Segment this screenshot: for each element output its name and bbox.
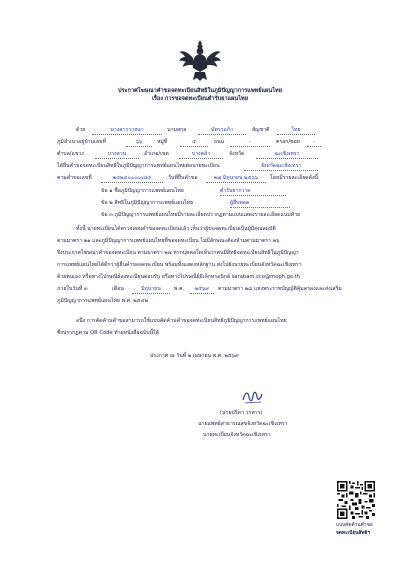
body-line-6-tail: ตามมาตรา ๒๘ แห่งพระราชบัญญัติคุ้มครองและส่งเสริม [218,286,342,292]
title-line-2: เรื่อง การขอจดทะเบียนตำรับยาแผนไทย [151,96,249,102]
item-2-label: ข้อ ๒ สิทธิในภูมิปัญญาการแพทย์แผนไทย [101,200,194,206]
soi-label: ตรอก/ซอย [276,139,300,145]
body-line-3: จึงประกาศโฆษณาคำขอจดทะเบียน ตามมาตรา ๒๗ หากบุคคลใดเห็นว่าตนมีสิทธิจดทะเบียนสิทธิในภูมิปัญญา [57,250,299,256]
deadline-prefix: ภายในวันที่ ๓ [57,286,88,292]
deadline-month: มิถุนายน [132,286,170,294]
title-line-1: ประกาศโฆษณาคำขอจดทะเบียนสิทธิในภูมิปัญญาการแพทย์แผนไทย [118,88,282,94]
surname-label: นามสกุล [167,127,187,133]
registrar-sentence: ได้ยื่นคำขอจดทะเบียนสิทธิในภูมิปัญญาการแพทย์แผนไทยต่อนายทะเบียน [57,163,220,169]
item-2-value: ผู้สืบทอด [230,200,290,208]
announce-date: ประกาศ ณ วันที่ ๒ เมษายน พ.ศ. ๒๕๖๙ [150,353,239,359]
house-number: ๖๖ [126,139,152,147]
qr-caption-1: แบบคัดค้านคำขอ [336,523,373,528]
body-line-7: ภูมิปัญญาการแพทย์แผนไทย พ.ศ. ๒๕๔๒ [57,298,148,304]
signer-position-2: นายทะเบียนจังหวัดฉะเชิงเทรา [203,432,271,438]
request-date: ๒๗ มิถุนายน ๒๕๖๖ [206,175,266,183]
district-value: บางคล้า [179,151,223,159]
request-date-label: วันที่ยื่นคำขอ [168,175,198,181]
nationality-value: ไทย [277,127,315,135]
province-label: จังหวัด [229,151,245,157]
applicant-prefix: ด้วย [76,127,86,133]
signer-position-1: นายแพทย์สาธารณสุขจังหวัดฉะเชิงเทรา [198,421,288,427]
moo-label: หมู่ที่ [157,139,168,145]
deadline-year: ๒๕๖๙ [190,286,214,294]
registrar-province: จังหวัดฉะเชิงเทรา [244,163,318,171]
objection-line-2: ซึ่งปรากฏตาม QR Code ท้ายหนังสือฉบับนี้ได้ [57,330,160,336]
body-line-1: ทั้งนี้ นายทะเบียนได้ตรวจสอบคำขอจดทะเบียนแล้ว เห็นว่าผู้ขอจดทะเบียนเป็นผู้มีคุณสมบัติ [76,226,276,232]
garuda-emblem-icon [178,38,222,82]
subdistrict-label: ตำบล/แขวง [57,151,84,157]
request-number: ๒๔๒๔๐๐๐๐๐๘๔ [101,175,163,183]
road-label: ถนน [214,139,225,145]
objection-line-1: อนึ่ง การคัดค้านคำขอสามารถใช้แบบคัดค้านคำขอจดทะเบียนสิทธิภูมิปัญญาการแพทย์แผนไทย [76,318,287,324]
body-line-2: ตามมาตรา ๒๑ และภูมิปัญญาการแพทย์แผนไทยที่ขอจดทะเบียน ไม่มีลักษณะต้องห้ามตามมาตรา ๒๖ [57,238,280,244]
address-label: ภูมิลำเนาอยู่บ้านเลขที่ [57,139,106,145]
item-1-value: ตำรับยากวาด [220,188,286,196]
objection-form-qr-code-icon[interactable] [337,481,375,519]
deadline-year-label: พ.ศ. [174,286,185,292]
request-number-label: ตามคำขอเลขที่ [57,175,92,181]
district-label: อำเภอ/เขต [144,151,169,157]
surname-value: มัตรวแก้ว [198,127,246,135]
subdistrict-value: บางสวน [95,151,139,159]
moo-value: ๕ [180,139,208,147]
details-follow: โดยมีรายละเอียดดังนี้ [270,175,319,181]
nationality-label: สัญชาติ [252,127,270,133]
signature-icon [240,388,266,406]
applicant-name: นางสาววาสนา [92,127,162,135]
body-line-5: ด้วยตนเอง หรือทางไปรษณีย์ลงทะเบียนตอบรับ หรือทางไปรษณีย์อิเล็กทรอนิกส์ sarabam.cco@moph.go.th [57,274,300,280]
province-value: ฉะเชิงเทรา [256,151,318,159]
soi-value: - [307,139,321,147]
item-3: ข้อ ๓ ภูมิปัญญาการแพทย์แผนไทยมีรายละเอียดปรากฏตามแบบแสดงรายละเอียดแนบท้าย [101,212,301,218]
qr-caption-2: จดทะเบียนสิทธิฯ [336,531,371,536]
body-line-4: การแพทย์แผนไทยได้ดีกว่าผู้ยื่นคำขอจดทะเบียน พร้อมทั้งแสดงหลักฐาน ส่งไปยังนายทะเบียนจังหวัดฉะเชิงเทรา [57,262,302,268]
item-1-label: ข้อ ๑ ชื่อภูมิปัญญาการแพทย์แผนไทย [101,188,184,194]
deadline-month-label: เดือน [112,286,124,292]
signer-name: (นายปรีดา วรหาร) [220,410,263,416]
road-value: - [230,139,270,147]
